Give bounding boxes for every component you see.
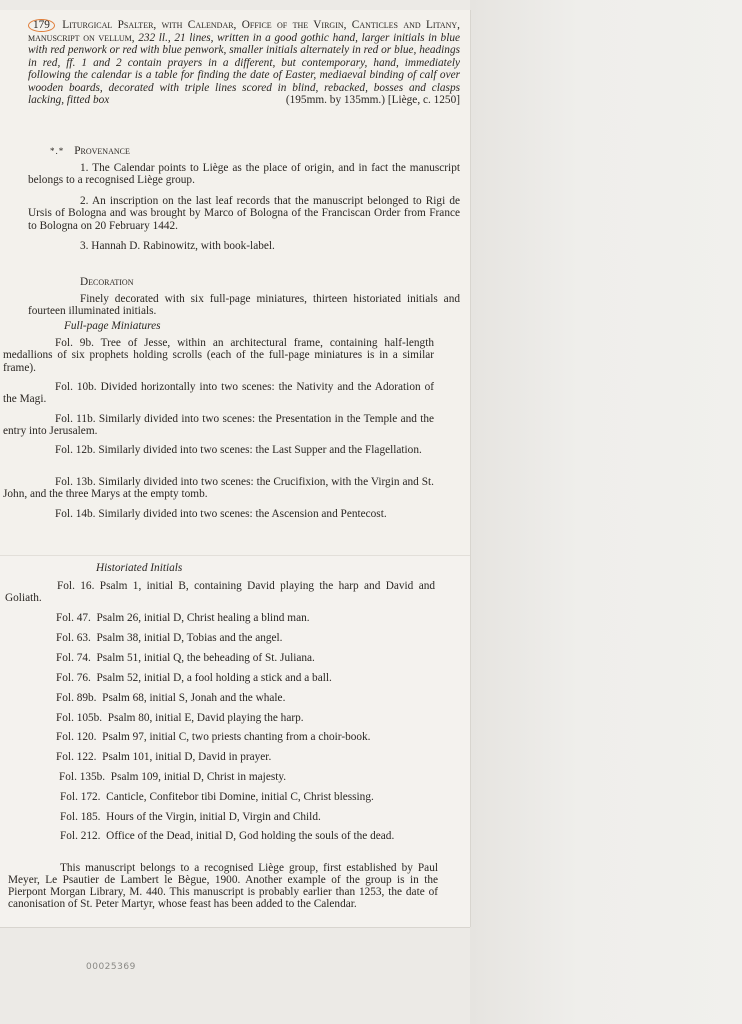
historiated-item (0, 692, 285, 704)
folio-text: Psalm 109, initial D, Christ in majesty. (110, 771, 287, 783)
decoration-intro: Finely decorated with six full-page miniatures, thirteen historiated initials and fourteen illuminated initials. (28, 293, 460, 318)
historiated-item (5, 580, 435, 605)
closing-paragraph: This manuscript belongs to a recognised Liège group, first established by Paul Meyer, Le Psautier de Lambert le Bègue, 1900. Another example of the group is in the Pierpont Morgan Library, M. 440. This manuscript is probably earlier than 1253, the date of canonisation of St. Peter Martyr, whose feast has been added to the Calendar. (8, 862, 438, 910)
folio-ref: Fol. 172. (60, 791, 101, 803)
folio-text: Similarly divided into two scenes: the Last Supper and the Flagellation. (98, 444, 422, 456)
decoration-heading: Decoration (80, 276, 134, 288)
folio-text: Psalm 80, initial E, David playing the harp. (107, 712, 304, 724)
folio-ref: Fol. 74. (56, 652, 91, 664)
lot-number: 179 (28, 19, 55, 32)
historiated-item (0, 632, 283, 644)
full-page-heading-text: Full-page Miniatures (64, 320, 161, 332)
historiated-item (4, 830, 438, 842)
folio-ref: Fol. 105b. (56, 712, 103, 724)
folio-text: Psalm 52, initial D, a fool holding a stick and a ball. (96, 672, 332, 684)
full-page-heading (64, 320, 161, 332)
folio-ref: Fol. 185. (60, 811, 101, 823)
folio-ref: Fol. 89b. (56, 692, 97, 704)
folio-text: Similarly divided into two scenes: the Crucifixion, with the Virgin and St. John, and the three Marys at the empty tomb. (3, 476, 434, 501)
folio-text: Canticle, Confitebor tibi Domine, initial C, Christ blessing. (106, 791, 374, 803)
folio-text: Similarly divided into two scenes: the Ascension and Pentecost. (98, 508, 387, 520)
folio-ref: Fol. 120. (56, 731, 97, 743)
folio-text: Psalm 101, initial D, David in prayer. (102, 751, 272, 763)
historiated-item (4, 811, 321, 823)
inventory-stamp: 00025369 (86, 962, 136, 972)
historiated-item (0, 652, 315, 664)
asterism-mark: *.* (50, 146, 65, 156)
entry-details: 232 ll., 21 lines, written in a good gothic hand, larger initials in blue with red penwork or red with blue penwork, smaller initials alternately in red or blue, headings in red, ff. 1 and 2 contain prayers in a different, but contemporary, hand, immediately following the calendar is a table for finding the date of Easter, mediaeval binding of calf over wooden boards, decorated with triple lines scored in blind, rebacked, bosses and clasps lacking, fitted box (28, 32, 460, 107)
folio-text: Psalm 26, initial D, Christ healing a blind man. (96, 612, 310, 624)
folio-ref: Fol. 76. (56, 672, 91, 684)
folio-ref: Fol. 122. (56, 751, 97, 763)
entry-title: Liturgical Psalter, with Calendar, Office of the Virgin, Canticles and Litany, manuscript on vellum, (28, 19, 460, 44)
folio-ref: Fol. 63. (56, 632, 91, 644)
historiated-item (0, 751, 271, 763)
folio-ref: Fol. 10b. (55, 381, 97, 393)
folio-ref: Fol. 212. (60, 830, 101, 842)
historiated-item (4, 791, 374, 803)
full-page-item (3, 476, 434, 501)
full-page-item (3, 413, 434, 438)
folio-text: Psalm 38, initial D, Tobias and the angel. (96, 632, 283, 644)
folio-text: Hours of the Virgin, initial D, Virgin and Child. (106, 811, 321, 823)
background-board (470, 0, 742, 1024)
folio-text: Psalm 1, initial B, containing David playing the harp and David and Goliath. (5, 580, 436, 605)
provenance-heading-row (50, 145, 130, 157)
folio-ref: Fol. 13b. (55, 476, 96, 488)
folio-text: Divided horizontally into two scenes: the Nativity and the Adoration of the Magi. (3, 381, 434, 406)
entry-description (28, 19, 460, 106)
folio-text: Office of the Dead, initial D, God holding the souls of the dead. (106, 830, 395, 842)
folio-text: Psalm 68, initial S, Jonah and the whale. (102, 692, 286, 704)
full-page-item (3, 508, 434, 520)
historiated-item (3, 771, 286, 783)
folio-ref: Fol. 14b. (55, 508, 96, 520)
historiated-heading-text: Historiated Initials (96, 562, 183, 574)
historiated-item (0, 731, 371, 743)
folio-ref: Fol. 16. (57, 580, 95, 592)
folio-ref: Fol. 9b. (55, 337, 94, 349)
folio-text: Psalm 51, initial Q, the beheading of St. Juliana. (96, 652, 315, 664)
full-page-item (3, 444, 434, 456)
folio-ref: Fol. 11b. (55, 413, 96, 425)
folio-ref: Fol. 12b. (55, 444, 96, 456)
entry-dimensions: (195mm. by 135mm.) [Liège, c. 1250] (285, 94, 460, 107)
folio-ref: Fol. 135b. (59, 771, 106, 783)
historiated-item (0, 712, 304, 724)
folio-text: Similarly divided into two scenes: the Presentation in the Temple and the entry into Jerusalem. (3, 413, 434, 438)
provenance-item-3: 3. Hannah D. Rabinowitz, with book-label. (80, 240, 275, 252)
provenance-item-1: 1. The Calendar points to Liège as the place of origin, and in fact the manuscript belongs to a recognised Liège group. (28, 162, 460, 187)
folio-text: Psalm 97, initial C, two priests chanting from a choir-book. (102, 731, 371, 743)
historiated-item (0, 612, 310, 624)
historiated-heading (96, 562, 182, 574)
historiated-item (0, 672, 332, 684)
provenance-item-2: 2. An inscription on the last leaf records that the manuscript belonged to Rigi de Ursis of Bologna and was brought by Marco of Bologna of the Franciscan Order from France to Bologna on 20 February 1442. (28, 195, 460, 232)
provenance-heading: Provenance (74, 145, 130, 157)
full-page-item (3, 381, 434, 406)
full-page-item (3, 337, 434, 374)
folio-ref: Fol. 47. (56, 612, 91, 624)
folio-text: Tree of Jesse, within an architectural frame, containing half-length medallions of six prophets holding scrolls (each of the full-page miniatures is in a similar frame). (3, 337, 434, 374)
